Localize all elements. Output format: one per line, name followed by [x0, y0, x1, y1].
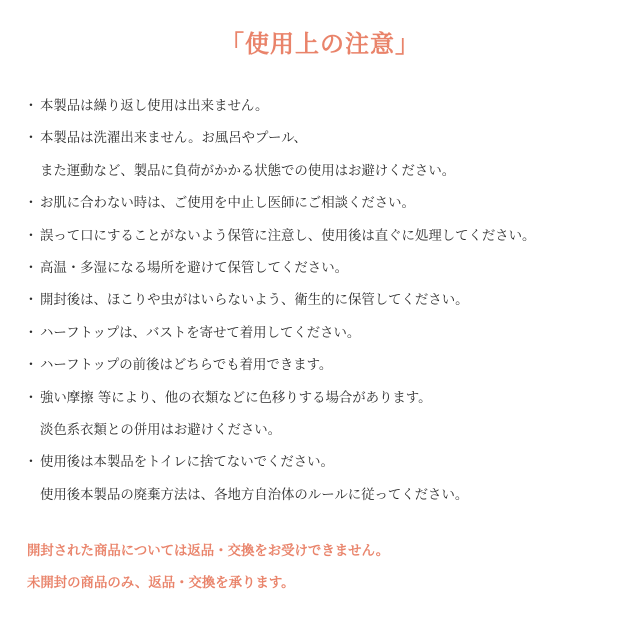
- list-item-text: 使用後本製品の廃棄方法は、各地方自治体のルールに従ってください。: [40, 487, 469, 503]
- list-item-continuation: [22, 480, 632, 512]
- list-item-continuation: [22, 156, 632, 188]
- bullet: ・: [24, 325, 38, 341]
- page-title: 「使用上の注意」: [220, 29, 420, 58]
- list-item: [22, 123, 632, 155]
- list-item: [22, 91, 632, 123]
- list-item-text: 使用後は本製品をトイレに捨てないでください。: [40, 455, 334, 471]
- bullet: ・: [24, 455, 38, 471]
- list-item-text: 本製品は繰り返し使用は出来ません。: [40, 99, 269, 114]
- list-item-text: 高温・多湿になる場所を避けて保管してください。: [40, 260, 348, 276]
- list-item: [22, 253, 632, 285]
- bullet: ・: [24, 260, 38, 276]
- list-item-text: お肌に合わない時は、ご使用を中止し医師にご相談ください。: [40, 196, 415, 212]
- list-item: [22, 318, 632, 350]
- return-policy-note: 未開封の商品のみ、返品・交換を承ります。: [27, 576, 295, 591]
- bullet: ・: [24, 390, 38, 406]
- list-item: [22, 221, 632, 253]
- list-item-text: 本製品は洗濯出来ません。お風呂やプール、: [40, 131, 307, 147]
- bullet: ・: [24, 99, 38, 114]
- list-item: [22, 350, 632, 382]
- list-item: [22, 383, 632, 415]
- bullet: ・: [24, 293, 38, 309]
- precautions-list: [22, 91, 632, 512]
- bullet: ・: [24, 196, 38, 212]
- bullet: ・: [24, 358, 38, 374]
- list-item-text: 開封後は、ほこりや虫がはいらないよう、衛生的に保管してください。: [40, 293, 469, 309]
- list-item-text: 誤って口にすることがないよう保管に注意し、使用後は直ぐに処理してください。: [40, 228, 536, 244]
- bullet: ・: [24, 131, 38, 147]
- return-policy-warning: 開封された商品については返品・交換をお受けできません。: [27, 544, 390, 559]
- list-item-continuation: [22, 415, 632, 447]
- list-item-text: 淡色系衣類との併用はお避けください。: [40, 422, 282, 438]
- list-item-text: また運動など、製品に負荷がかかる状態での使用はお避けください。: [40, 163, 456, 179]
- list-item: [22, 447, 632, 479]
- list-item: [22, 285, 632, 317]
- list-item-text: ハーフトップの前後はどちらでも着用できます。: [40, 358, 333, 374]
- list-item-text: 強い摩擦 等により、他の衣類などに色移りする場合があります。: [40, 390, 432, 406]
- list-item-text: ハーフトップは、バストを寄せて着用してください。: [40, 325, 361, 341]
- bullet: ・: [24, 228, 38, 244]
- list-item: [22, 188, 632, 220]
